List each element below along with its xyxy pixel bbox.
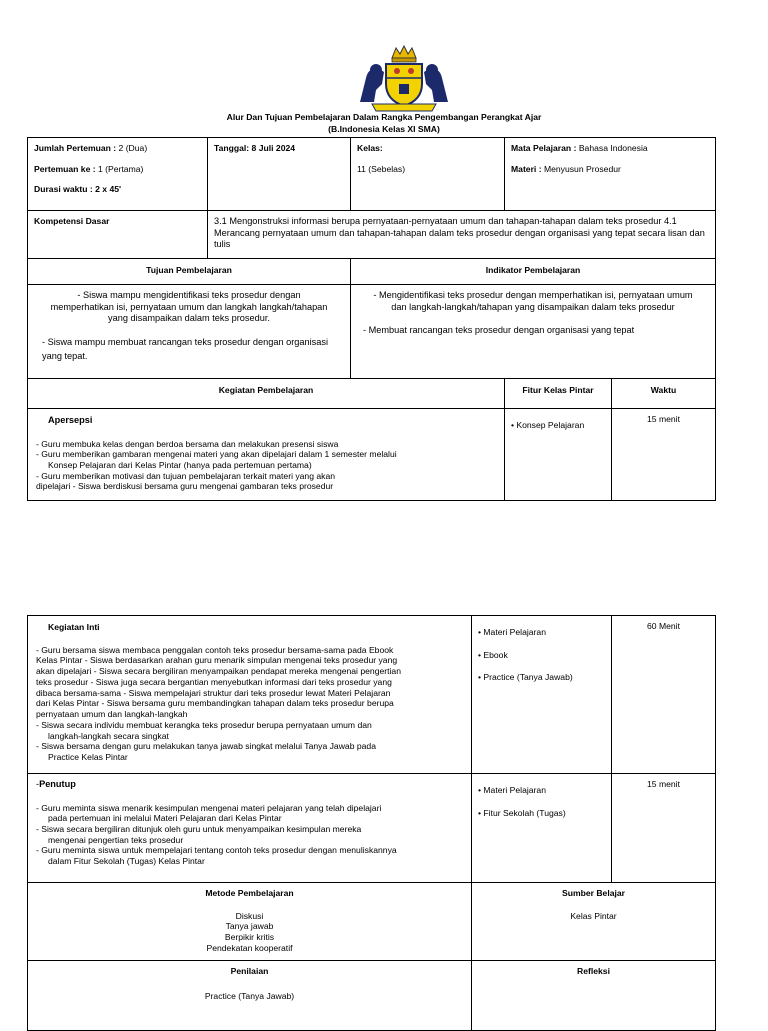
tujuan-content [28, 285, 351, 379]
metode-item: Berpikir kritis [224, 932, 275, 943]
info-row [28, 138, 716, 211]
inti-line: teks prosedur - Siswa juga secara bergantian menyebutkan informasi dari teks prosedur yang [36, 676, 392, 687]
apersepsi-fitur: • Konsep Pelajaran [505, 409, 612, 501]
tujuan-content-row [28, 285, 716, 379]
inti-line: Kelas Pintar - Siswa berdasarkan arahan guru menarik simpulan mengenai teks prosedur yang [36, 655, 398, 666]
inti-fitur [472, 616, 612, 774]
kelas-value: 11 (Sebelas) [357, 163, 406, 174]
materi-value: Menyusun Prosedur [543, 163, 621, 174]
sumber-value: Kelas Pintar [570, 910, 617, 921]
penutup-row [28, 774, 716, 883]
penutup-fitur-item: • Fitur Sekolah (Tugas) [478, 807, 566, 818]
pertemuan-value: 1 (Pertama) [98, 163, 144, 174]
inti-line: dibaca bersama-sama - Siswa mempelajari struktur dari teks prosedur lewat Materi Pelajaran [36, 687, 391, 698]
document-title: Alur Dan Tujuan Pembelajaran Dalam Rangka Pengembangan Perangkat Ajar [226, 112, 542, 122]
tujuan-item-2: - Siswa mampu membuat rancangan teks prosedur dengan organisasi yang tepat. [42, 336, 328, 362]
apersepsi-line: - Guru memberikan motivasi dan tujuan pembelajaran terkait materi yang akan [36, 470, 336, 481]
refleksi-header: Refleksi [577, 966, 610, 976]
apersepsi-line: - Guru memberikan gambaran mengenai materi yang akan dipelajari dalam 1 semester melalui [36, 449, 397, 460]
penutup-title: Penutup [39, 779, 76, 789]
metode-item: Tanya jawab [225, 921, 274, 932]
inti-line: Practice Kelas Pintar [48, 752, 128, 763]
school-crest-logo [352, 44, 456, 112]
tanggal-cell: Tanggal: 8 Juli 2024 [208, 138, 351, 211]
kompetensi-label: Kompetensi Dasar [28, 211, 208, 259]
penilaian-cell [28, 961, 472, 1031]
apersepsi-row [28, 409, 716, 501]
apersepsi-line: dipelajari - Siswa berdiskusi bersama guru mengenai gambaran teks prosedur [36, 481, 334, 492]
inti-line: - Siswa secara individu membuat kerangka teks prosedur berupa pernyataan umum dan [36, 719, 372, 730]
penutup-line: - Siswa secara bergiliran ditunjuk oleh guru untuk menyampaikan kesimpulan mereka [36, 823, 362, 834]
kompetensi-row [28, 211, 716, 259]
inti-cell [28, 616, 472, 774]
inti-title: Kegiatan Inti [48, 622, 100, 632]
indikator-header: Indikator Pembelajaran [351, 259, 716, 285]
waktu-header: Waktu [612, 379, 716, 409]
refleksi-cell [472, 961, 716, 1031]
penutup-fitur-item: • Materi Pelajaran [478, 785, 546, 795]
jumlah-label: Jumlah Pertemuan : [34, 143, 119, 153]
metode-item: Diskusi [235, 910, 264, 921]
indikator-content [351, 285, 716, 379]
inti-line: akan dipelajari - Siswa secara bergiliran menyampaikan pendapat mereka mengenai pengertian [36, 666, 401, 677]
penilaian-value: Practice (Tanya Jawab) [204, 990, 295, 1001]
fitur-header: Fitur Kelas Pintar [505, 379, 612, 409]
inti-line: - Siswa bersama dengan guru melakukan tanya jawab singkat melalui Tanya Jawab pada [36, 741, 376, 752]
penutup-waktu: 15 menit [612, 774, 716, 883]
apersepsi-line: - Guru membuka kelas dengan berdoa bersama dan melakukan presensi siswa [36, 438, 339, 449]
kompetensi-text: 3.1 Mengonstruksi informasi berupa pernyataan-pernyataan umum dan tahapan-tahapan dalam teks prosedur 4.1 Merancang pernyataan umum dan tahapan-tahapan dalam teks prosedur dengan organisasi yang tepat secara lisan dan tulis [208, 211, 716, 259]
metode-header: Metode Pembelajaran [205, 888, 294, 898]
inti-line: pernyataan umum dan langkah-langkah [36, 709, 188, 720]
penutup-line: pada pertemuan ini melalui Materi Pelajaran dari Kelas Pintar [48, 813, 282, 824]
lesson-plan-table-2 [27, 615, 716, 1031]
penutup-line: mengenai pengertian teks prosedur [48, 834, 184, 845]
jumlah-value: 2 (Dua) [118, 143, 148, 153]
inti-fitur-item: • Ebook [478, 649, 508, 660]
tujuan-header-row [28, 259, 716, 285]
kelas-label: Kelas: [357, 143, 383, 153]
tujuan-item-1: - Siswa mampu mengidentifikasi teks prosedur dengan memperhatikan isi, pernyataan umum dan langkah langkah/tahapan yang disampaikan dalam teks prosedur. [50, 290, 328, 323]
apersepsi-title: Apersepsi [48, 415, 93, 425]
metode-item: Pendekatan kooperatif [206, 942, 293, 953]
metode-row [28, 883, 716, 961]
indikator-item-2: - Membuat rancangan teks prosedur dengan organisasi yang tepat [363, 325, 635, 335]
inti-fitur-item: • Materi Pelajaran [478, 627, 546, 637]
kegiatan-header-row [28, 379, 716, 409]
penilaian-row [28, 961, 716, 1031]
kegiatan-header: Kegiatan Pembelajaran [28, 379, 505, 409]
inti-waktu: 60 Menit [612, 616, 716, 774]
indikator-item-1: - Mengidentifikasi teks prosedur dengan memperhatikan isi, pernyataan umum dan langkah-langkah/tahapan yang disampaikan dalam teks prosedur [373, 290, 693, 312]
inti-line: langkah-langkah secara singkat [48, 730, 169, 741]
mapel-label: Mata Pelajaran : [511, 143, 579, 153]
apersepsi-line: Konsep Pelajaran dari Kelas Pintar (hanya pada pertemuan pertama) [48, 459, 312, 470]
penutup-mark: - [36, 779, 40, 789]
penutup-cell [28, 774, 472, 883]
inti-line: dari Kelas Pintar - Siswa bersama guru membandingkan tahapan dalam teks prosedur berupa [36, 698, 394, 709]
penutup-line: - Guru meminta siswa menarik kesimpulan mengenai materi pelajaran yang telah dipelajari [36, 802, 382, 813]
inti-row [28, 616, 716, 774]
sumber-header: Sumber Belajar [561, 888, 626, 898]
tujuan-header: Tujuan Pembelajaran [28, 259, 351, 285]
mapel-cell [505, 138, 716, 211]
penutup-fitur [472, 774, 612, 883]
meeting-info-cell [28, 138, 208, 211]
kelas-cell [351, 138, 505, 211]
penutup-line: - Guru meminta siswa untuk mempelajari tentang contoh teks prosedur dengan menuliskannya [36, 845, 397, 856]
apersepsi-waktu: 15 menit [612, 409, 716, 501]
inti-line: - Guru bersama siswa membaca penggalan contoh teks prosedur bersama-sama pada Ebook [36, 644, 394, 655]
mapel-value: Bahasa Indonesia [578, 143, 648, 153]
pertemuan-label: Pertemuan ke : [34, 163, 98, 174]
penilaian-header: Penilaian [230, 966, 269, 976]
materi-label: Materi : [511, 163, 544, 174]
sumber-cell [472, 883, 716, 961]
durasi-text: Durasi waktu : 2 x 45' [34, 184, 122, 195]
document-subtitle: (B.Indonesia Kelas XI SMA) [328, 124, 440, 134]
penutup-line: dalam Fitur Sekolah (Tugas) Kelas Pintar [48, 856, 205, 867]
inti-fitur-item: • Practice (Tanya Jawab) [478, 672, 573, 683]
lesson-plan-table-1 [27, 137, 716, 501]
metode-cell [28, 883, 472, 961]
apersepsi-cell [28, 409, 505, 501]
